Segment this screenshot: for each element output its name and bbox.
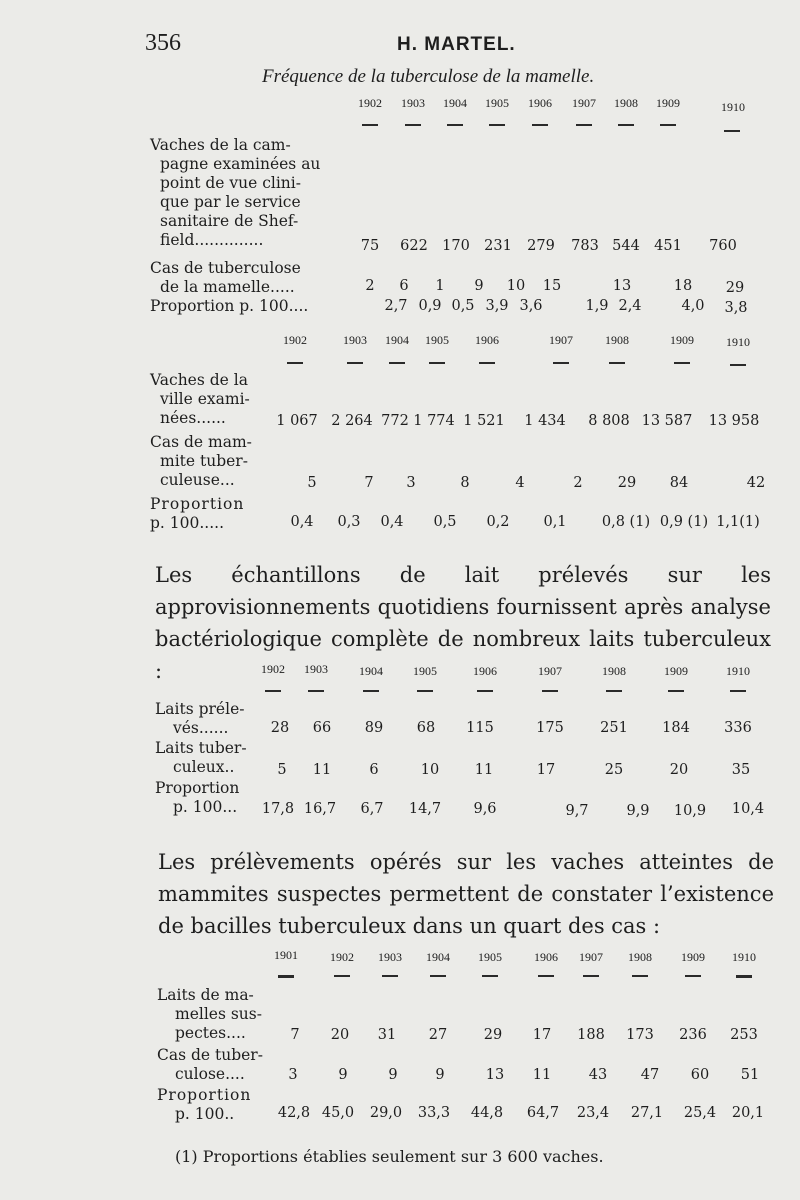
- cell: 68: [416, 720, 436, 736]
- cell: 0,1: [543, 514, 567, 530]
- column-rule: [389, 362, 405, 364]
- year-header: 1907: [538, 664, 562, 678]
- cell: 15: [542, 278, 562, 294]
- cell: 29: [617, 475, 637, 491]
- year-header: 1902: [330, 950, 354, 964]
- row-label-line: Laits de ma-: [157, 986, 254, 1004]
- cell: 236: [679, 1027, 707, 1043]
- cell: 4: [515, 475, 525, 491]
- row-label-line: mite tuber-: [160, 452, 248, 470]
- row-label-line: de la mamelle.....: [160, 278, 295, 296]
- cell: 14,7: [408, 801, 442, 817]
- row-label-line: p. 100..: [175, 1105, 235, 1123]
- row-label-line: Laits tuber-: [155, 739, 247, 757]
- cell: 33,3: [417, 1105, 451, 1121]
- cell: 9,7: [565, 803, 589, 819]
- row-label-line: point de vue clini-: [160, 174, 301, 192]
- row-label-line: pagne examinées au: [160, 155, 321, 173]
- column-rule: [477, 690, 493, 692]
- year-header: 1904: [385, 333, 409, 347]
- year-header: 1903: [401, 96, 425, 110]
- row-label-line: que par le service: [160, 193, 301, 211]
- cell: 3,8: [724, 300, 748, 316]
- paragraph: Les prélèvements opérés sur les vaches atteintes de mammites suspectes permettent de constater l’existence de bacilles tuberculeux dans un quart des cas :: [158, 850, 774, 938]
- row-label-line: Vaches de la: [150, 371, 248, 389]
- year-header: 1907: [572, 96, 596, 110]
- cell: 10: [420, 762, 440, 778]
- cell: 0,5: [433, 514, 457, 530]
- year-header: 1905: [413, 664, 437, 678]
- row-label-line: Cas de tuberculose: [150, 259, 301, 277]
- cell: 31: [377, 1027, 397, 1043]
- column-rule: [334, 975, 350, 977]
- cell: 27: [428, 1027, 448, 1043]
- cell: 115: [466, 720, 494, 736]
- row-label-line: nées......: [160, 409, 226, 427]
- cell: 25,4: [683, 1105, 717, 1121]
- cell: 10: [506, 278, 526, 294]
- cell: 0,9 (1): [659, 514, 709, 530]
- row-label-line: culeux..: [173, 758, 235, 776]
- year-header: 1907: [579, 950, 603, 964]
- cell: 622: [400, 238, 428, 254]
- year-header: 1906: [475, 333, 499, 347]
- column-rule: [724, 130, 740, 132]
- row-label-line: p. 100...: [173, 798, 238, 816]
- cell: 0,4: [290, 514, 314, 530]
- cell: 42: [746, 475, 766, 491]
- cell: 8 808: [588, 413, 630, 429]
- cell: 173: [626, 1027, 654, 1043]
- year-header: 1907: [549, 333, 573, 347]
- cell: 75: [360, 238, 380, 254]
- year-header: 1909: [670, 333, 694, 347]
- table-1-row-2-label: [150, 259, 301, 297]
- cell: 13 958: [708, 413, 760, 429]
- column-rule: [417, 690, 433, 692]
- year-header: 1910: [732, 950, 756, 964]
- cell: 1,1(1): [716, 514, 760, 530]
- column-rule: [668, 690, 684, 692]
- cell: 23,4: [576, 1105, 610, 1121]
- cell: 29: [483, 1027, 503, 1043]
- cell: 2: [573, 475, 583, 491]
- cell: 60: [690, 1067, 710, 1083]
- column-rule: [674, 362, 690, 364]
- cell: 2: [365, 278, 375, 294]
- column-rule: [632, 975, 648, 977]
- column-rule: [362, 124, 378, 126]
- year-header: 1906: [528, 96, 552, 110]
- cell: 11: [474, 762, 494, 778]
- cell: 7: [364, 475, 374, 491]
- cell: 231: [484, 238, 512, 254]
- year-header: 1910: [726, 664, 750, 678]
- cell: 0,2: [486, 514, 510, 530]
- column-rule: [382, 975, 398, 977]
- cell: 1 774: [413, 413, 455, 429]
- cell: 1 521: [463, 413, 505, 429]
- year-header: 1904: [426, 950, 450, 964]
- column-rule: [265, 690, 281, 692]
- year-header: 1908: [602, 664, 626, 678]
- column-rule: [685, 975, 701, 977]
- cell: 783: [571, 238, 599, 254]
- cell: 84: [669, 475, 689, 491]
- cell: 170: [442, 238, 470, 254]
- cell: 17: [532, 1027, 552, 1043]
- year-header: 1901: [274, 948, 298, 962]
- table-3-row-2-label: [155, 739, 247, 777]
- year-header: 1908: [614, 96, 638, 110]
- cell: 8: [460, 475, 470, 491]
- year-header: 1902: [358, 96, 382, 110]
- cell: 760: [709, 238, 737, 254]
- cell: 13 587: [641, 413, 693, 429]
- table-3-row-3-label: [155, 779, 239, 817]
- year-header: 1909: [681, 950, 705, 964]
- cell: 1 067: [276, 413, 318, 429]
- cell: 64,7: [526, 1105, 560, 1121]
- page-number: 356: [145, 30, 181, 56]
- cell: 29: [725, 280, 745, 296]
- cell: 9,9: [626, 803, 650, 819]
- cell: 9: [435, 1067, 445, 1083]
- cell: 16,7: [303, 801, 337, 817]
- row-label-line: Proportion: [150, 495, 245, 513]
- cell: 188: [577, 1027, 605, 1043]
- column-rule: [583, 975, 599, 977]
- cell: 3: [288, 1067, 298, 1083]
- cell: 6,7: [360, 801, 384, 817]
- cell: 5: [277, 762, 287, 778]
- column-rule: [278, 975, 294, 978]
- row-label-line: Proportion: [155, 779, 240, 797]
- cell: 184: [662, 720, 690, 736]
- column-rule: [532, 124, 548, 126]
- row-label-line: culose....: [175, 1065, 245, 1083]
- year-header: 1905: [478, 950, 502, 964]
- cell: 27,1: [630, 1105, 664, 1121]
- column-rule: [538, 975, 554, 977]
- cell: 43: [588, 1067, 608, 1083]
- cell: 9: [338, 1067, 348, 1083]
- cell: 29,0: [369, 1105, 403, 1121]
- cell: 1: [435, 278, 445, 294]
- running-title: H. MARTEL.: [397, 34, 516, 55]
- column-rule: [606, 690, 622, 692]
- table-caption: Fréquence de la tuberculose de la mamelle.: [262, 66, 595, 87]
- cell: 11: [532, 1067, 552, 1083]
- cell: 20: [669, 762, 689, 778]
- cell: 11: [312, 762, 332, 778]
- cell: 44,8: [470, 1105, 504, 1121]
- row-label-line: Laits préle-: [155, 700, 245, 718]
- cell: 0,3: [337, 514, 361, 530]
- cell: 451: [654, 238, 682, 254]
- year-header: 1905: [485, 96, 509, 110]
- year-header: 1904: [359, 664, 383, 678]
- table-2-row-3-label: [150, 495, 244, 533]
- cell: 1 434: [524, 413, 566, 429]
- cell: 0,4: [380, 514, 404, 530]
- cell: 25: [604, 762, 624, 778]
- table-4-row-3-label: [157, 1086, 251, 1124]
- table-3-row-1-label: [155, 700, 244, 738]
- year-header: 1909: [656, 96, 680, 110]
- cell: 2,7: [384, 298, 408, 314]
- cell: 3,9: [485, 298, 509, 314]
- table-1-row-3-label: Proportion p. 100....: [150, 297, 309, 315]
- column-rule: [553, 362, 569, 364]
- column-rule: [287, 362, 303, 364]
- column-rule: [576, 124, 592, 126]
- cell: 28: [270, 720, 290, 736]
- column-rule: [429, 362, 445, 364]
- table-2-row-2-label: [150, 433, 252, 490]
- cell: 5: [307, 475, 317, 491]
- year-header: 1908: [605, 333, 629, 347]
- cell: 13: [612, 278, 632, 294]
- cell: 20,1: [731, 1105, 765, 1121]
- cell: 45,0: [321, 1105, 355, 1121]
- column-rule: [542, 690, 558, 692]
- cell: 35: [731, 762, 751, 778]
- column-rule: [489, 124, 505, 126]
- table-4-row-2-label: [157, 1046, 263, 1084]
- cell: 47: [640, 1067, 660, 1083]
- cell: 336: [724, 720, 752, 736]
- column-rule: [609, 362, 625, 364]
- cell: 6: [369, 762, 379, 778]
- cell: 4,0: [681, 298, 705, 314]
- year-header: 1910: [726, 335, 750, 349]
- year-header: 1905: [425, 333, 449, 347]
- cell: 10,9: [673, 803, 707, 819]
- column-rule: [660, 124, 676, 126]
- cell: 175: [536, 720, 564, 736]
- column-rule: [618, 124, 634, 126]
- table-2-row-1-label: [150, 371, 250, 428]
- row-label-line: pectes....: [175, 1024, 246, 1042]
- year-header: 1910: [721, 100, 745, 114]
- table-4-row-1-label: [157, 986, 262, 1043]
- year-header: 1902: [261, 662, 285, 676]
- table-1-row-1-label: [150, 136, 320, 250]
- row-label-line: Vaches de la cam-: [150, 136, 291, 154]
- row-label-line: Cas de tuber-: [157, 1046, 263, 1064]
- cell: 0,5: [451, 298, 475, 314]
- row-label-line: vés......: [173, 719, 229, 737]
- cell: 0,9: [418, 298, 442, 314]
- row-label-line: sanitaire de Shef-: [160, 212, 299, 230]
- row-label-line: culeuse...: [160, 471, 235, 489]
- cell: 89: [364, 720, 384, 736]
- cell: 66: [312, 720, 332, 736]
- cell: 18: [673, 278, 693, 294]
- year-header: 1903: [343, 333, 367, 347]
- cell: 13: [485, 1067, 505, 1083]
- column-rule: [730, 690, 746, 692]
- cell: 3,6: [519, 298, 543, 314]
- cell: 279: [527, 238, 555, 254]
- year-header: 1902: [283, 333, 307, 347]
- column-rule: [308, 690, 324, 692]
- cell: 251: [600, 720, 628, 736]
- column-rule: [447, 124, 463, 126]
- column-rule: [730, 364, 746, 366]
- column-rule: [347, 362, 363, 364]
- cell: 10,4: [731, 801, 765, 817]
- cell: 2 264: [331, 413, 373, 429]
- year-header: 1906: [534, 950, 558, 964]
- year-header: 1906: [473, 664, 497, 678]
- cell: 2,4: [618, 298, 642, 314]
- column-rule: [405, 124, 421, 126]
- cell: 42,8: [277, 1105, 311, 1121]
- cell: 9: [388, 1067, 398, 1083]
- column-rule: [482, 975, 498, 977]
- cell: 0,8 (1): [601, 514, 651, 530]
- cell: 17: [536, 762, 556, 778]
- year-header: 1903: [304, 662, 328, 676]
- cell: 253: [730, 1027, 758, 1043]
- cell: 9,6: [473, 801, 497, 817]
- column-rule: [479, 362, 495, 364]
- column-rule: [430, 975, 446, 977]
- row-label-line: p. 100.....: [150, 514, 224, 532]
- row-label-line: melles sus-: [175, 1005, 262, 1023]
- year-header: 1904: [443, 96, 467, 110]
- paragraph: Les échantillons de lait prélevés sur les approvisionnements quotidiens fournissent après analyse bactériologique complète de nombreux laits tuberculeux :: [155, 563, 771, 683]
- cell: 6: [399, 278, 409, 294]
- row-label-line: Proportion: [157, 1086, 252, 1104]
- cell: 1,9: [585, 298, 609, 314]
- cell: 9: [474, 278, 484, 294]
- cell: 3: [406, 475, 416, 491]
- row-label-line: ville exami-: [160, 390, 250, 408]
- year-header: 1903: [378, 950, 402, 964]
- cell: 17,8: [261, 801, 295, 817]
- footnote: (1) Proportions établies seulement sur 3 600 vaches.: [175, 1147, 604, 1166]
- row-label-line: Cas de mam-: [150, 433, 252, 451]
- row-label-line: field..............: [160, 231, 264, 249]
- year-header: 1909: [664, 664, 688, 678]
- column-rule: [363, 690, 379, 692]
- cell: 772: [381, 413, 409, 429]
- year-header: 1908: [628, 950, 652, 964]
- column-rule: [736, 975, 752, 978]
- cell: 544: [612, 238, 640, 254]
- cell: 51: [740, 1067, 760, 1083]
- cell: 20: [330, 1027, 350, 1043]
- cell: 7: [290, 1027, 300, 1043]
